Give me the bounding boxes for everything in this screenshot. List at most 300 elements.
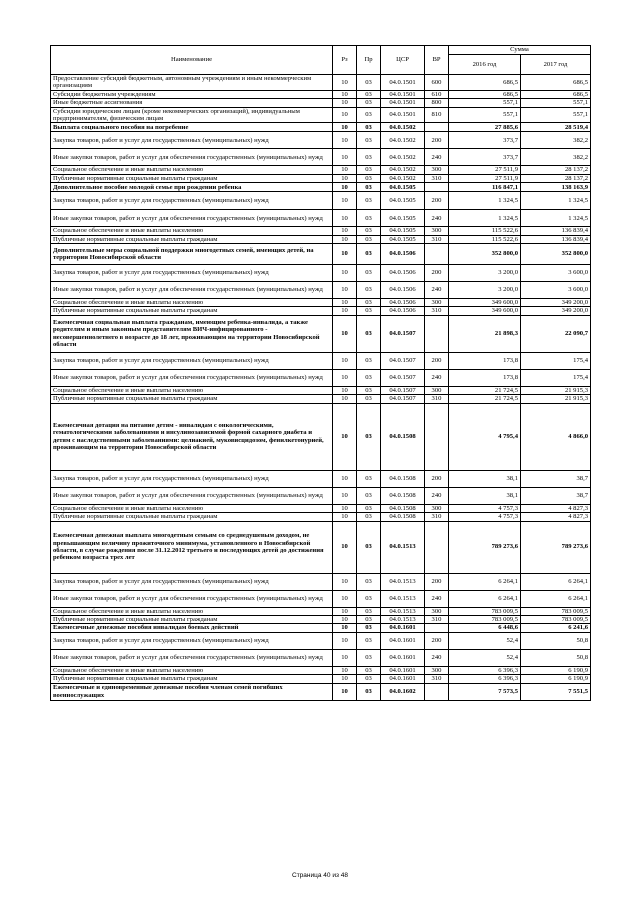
cell-csr: 04.0.1502 — [381, 123, 425, 132]
cell-2016: 7 573,5 — [449, 683, 521, 700]
cell-pr: 03 — [357, 265, 381, 282]
cell-pr: 03 — [357, 235, 381, 243]
cell-rz: 10 — [333, 90, 357, 98]
cell-rz: 10 — [333, 166, 357, 174]
cell-vr: 610 — [425, 90, 449, 98]
cell-rz: 10 — [333, 521, 357, 573]
cell-2017: 175,4 — [521, 369, 591, 386]
cell-pr: 03 — [357, 315, 381, 352]
cell-2017: 21 915,3 — [521, 386, 591, 394]
cell-pr: 03 — [357, 166, 381, 174]
cell-2017: 136 839,4 — [521, 235, 591, 243]
cell-pr: 03 — [357, 386, 381, 394]
cell-pr: 03 — [357, 513, 381, 521]
cell-name: Ежемесячная социальная выплата гражданам, имеющим ребенка-инвалида, а также родителям и иным законным представителям ВИЧ-инфицированного - несовершеннолетнего в возрасте до 18 лет, проживающим на территории Новосибирской области — [51, 315, 333, 352]
cell-rz: 10 — [333, 683, 357, 700]
table-row — [51, 123, 591, 132]
cell-csr: 04.0.1513 — [381, 590, 425, 607]
cell-2016: 173,8 — [449, 352, 521, 369]
cell-2016: 3 200,0 — [449, 282, 521, 299]
cell-rz: 10 — [333, 149, 357, 166]
cell-2017: 3 600,0 — [521, 265, 591, 282]
cell-csr: 04.0.1501 — [381, 107, 425, 123]
cell-2017: 557,1 — [521, 99, 591, 107]
cell-2017: 50,8 — [521, 649, 591, 666]
table-row — [51, 90, 591, 98]
cell-rz: 10 — [333, 590, 357, 607]
cell-vr: 800 — [425, 99, 449, 107]
cell-rz: 10 — [333, 282, 357, 299]
cell-vr: 300 — [425, 299, 449, 307]
cell-rz: 10 — [333, 299, 357, 307]
cell-vr: 200 — [425, 470, 449, 487]
cell-pr: 03 — [357, 210, 381, 227]
cell-csr: 04.0.1506 — [381, 244, 425, 265]
cell-name: Публичные нормативные социальные выплаты гражданам — [51, 675, 333, 683]
cell-2016: 21 898,3 — [449, 315, 521, 352]
cell-2017: 28 137,2 — [521, 174, 591, 182]
cell-pr: 03 — [357, 683, 381, 700]
cell-name: Ежемесячные и единовременные денежные пособия членам семей погибших военнослужащих — [51, 683, 333, 700]
cell-2016: 173,8 — [449, 369, 521, 386]
cell-vr — [425, 123, 449, 132]
cell-2017: 349 200,0 — [521, 307, 591, 315]
cell-name: Социальное обеспечение и иные выплаты населению — [51, 607, 333, 615]
cell-vr: 200 — [425, 132, 449, 149]
cell-2016: 6 264,1 — [449, 590, 521, 607]
cell-pr: 03 — [357, 590, 381, 607]
cell-rz: 10 — [333, 227, 357, 235]
cell-pr: 03 — [357, 521, 381, 573]
cell-2017: 28 519,4 — [521, 123, 591, 132]
cell-2016: 1 324,5 — [449, 210, 521, 227]
cell-rz: 10 — [333, 307, 357, 315]
table-row — [51, 395, 591, 403]
cell-name: Публичные нормативные социальные выплаты гражданам — [51, 307, 333, 315]
cell-2016: 1 324,5 — [449, 192, 521, 210]
table-row — [51, 470, 591, 487]
cell-2017: 557,1 — [521, 107, 591, 123]
table-row — [51, 513, 591, 521]
col-header-name: Наименование — [51, 46, 333, 75]
table-row — [51, 265, 591, 282]
table-row — [51, 487, 591, 504]
cell-vr: 310 — [425, 174, 449, 182]
cell-2016: 373,7 — [449, 149, 521, 166]
cell-pr: 03 — [357, 299, 381, 307]
cell-name: Закупка товаров, работ и услуг для государственных (муниципальных) нужд — [51, 352, 333, 369]
cell-pr: 03 — [357, 624, 381, 632]
table-row — [51, 75, 591, 91]
cell-pr: 03 — [357, 607, 381, 615]
cell-rz: 10 — [333, 183, 357, 192]
cell-pr: 03 — [357, 573, 381, 590]
cell-name: Иные закупки товаров, работ и услуг для обеспечения государственных (муниципальных) нужд — [51, 590, 333, 607]
cell-pr: 03 — [357, 99, 381, 107]
cell-csr: 04.0.1508 — [381, 403, 425, 470]
cell-pr: 03 — [357, 632, 381, 649]
cell-rz: 10 — [333, 315, 357, 352]
cell-pr: 03 — [357, 403, 381, 470]
cell-2016: 557,1 — [449, 107, 521, 123]
cell-2016: 557,1 — [449, 99, 521, 107]
cell-name: Публичные нормативные социальные выплаты гражданам — [51, 615, 333, 623]
cell-vr: 300 — [425, 666, 449, 674]
table-row — [51, 369, 591, 386]
cell-vr — [425, 403, 449, 470]
cell-name: Социальное обеспечение и иные выплаты населению — [51, 666, 333, 674]
table-row — [51, 683, 591, 700]
cell-csr: 04.0.1505 — [381, 183, 425, 192]
cell-name: Публичные нормативные социальные выплаты гражданам — [51, 395, 333, 403]
cell-name: Иные закупки товаров, работ и услуг для обеспечения государственных (муниципальных) нужд — [51, 210, 333, 227]
cell-csr: 04.0.1502 — [381, 149, 425, 166]
cell-csr: 04.0.1506 — [381, 282, 425, 299]
table-row — [51, 666, 591, 674]
cell-2017: 38,7 — [521, 470, 591, 487]
cell-2017: 21 915,3 — [521, 395, 591, 403]
table-row — [51, 624, 591, 632]
cell-vr: 200 — [425, 352, 449, 369]
cell-vr — [425, 683, 449, 700]
cell-pr: 03 — [357, 649, 381, 666]
cell-name: Социальное обеспечение и иные выплаты населению — [51, 386, 333, 394]
cell-name: Ежемесячная денежная выплата многодетным семьям со среднедушевым доходом, не превышающим величину прожиточного минимума, установленного в Новосибирской области, в случае рождения после 31.12.2012 третьего и последующих детей до достижения ребенком возраста трех лет — [51, 521, 333, 573]
cell-csr: 04.0.1501 — [381, 75, 425, 91]
cell-vr: 310 — [425, 513, 449, 521]
table-header — [51, 46, 591, 75]
cell-2016: 6 264,1 — [449, 573, 521, 590]
cell-vr: 300 — [425, 386, 449, 394]
cell-rz: 10 — [333, 504, 357, 512]
cell-2016: 349 600,0 — [449, 307, 521, 315]
table-row — [51, 149, 591, 166]
cell-csr: 04.0.1513 — [381, 573, 425, 590]
cell-csr: 04.0.1505 — [381, 192, 425, 210]
cell-rz: 10 — [333, 192, 357, 210]
table-row — [51, 299, 591, 307]
cell-2016: 686,5 — [449, 90, 521, 98]
cell-pr: 03 — [357, 227, 381, 235]
col-header-2016: 2016 год — [449, 55, 521, 75]
col-header-2017: 2017 год — [521, 55, 591, 75]
cell-2017: 50,8 — [521, 632, 591, 649]
cell-vr: 300 — [425, 227, 449, 235]
cell-csr: 04.0.1506 — [381, 299, 425, 307]
cell-2017: 28 137,2 — [521, 166, 591, 174]
table-row — [51, 244, 591, 265]
col-header-csr: ЦСР — [381, 46, 425, 75]
cell-csr: 04.0.1601 — [381, 649, 425, 666]
cell-name: Закупка товаров, работ и услуг для государственных (муниципальных) нужд — [51, 573, 333, 590]
cell-csr: 04.0.1506 — [381, 265, 425, 282]
cell-rz: 10 — [333, 369, 357, 386]
cell-pr: 03 — [357, 307, 381, 315]
cell-csr: 04.0.1507 — [381, 395, 425, 403]
cell-pr: 03 — [357, 149, 381, 166]
cell-2017: 1 324,5 — [521, 210, 591, 227]
cell-vr: 310 — [425, 235, 449, 243]
cell-2017: 352 800,0 — [521, 244, 591, 265]
cell-pr: 03 — [357, 470, 381, 487]
cell-pr: 03 — [357, 282, 381, 299]
cell-rz: 10 — [333, 235, 357, 243]
cell-2016: 3 200,0 — [449, 265, 521, 282]
table-row — [51, 632, 591, 649]
cell-vr: 300 — [425, 504, 449, 512]
cell-2016: 373,7 — [449, 132, 521, 149]
cell-rz: 10 — [333, 174, 357, 182]
cell-name: Социальное обеспечение и иные выплаты населению — [51, 299, 333, 307]
cell-vr: 240 — [425, 149, 449, 166]
cell-2017: 686,5 — [521, 75, 591, 91]
cell-vr: 240 — [425, 369, 449, 386]
cell-pr: 03 — [357, 487, 381, 504]
cell-csr: 04.0.1507 — [381, 369, 425, 386]
cell-vr: 200 — [425, 573, 449, 590]
cell-vr: 600 — [425, 75, 449, 91]
cell-vr — [425, 183, 449, 192]
cell-csr: 04.0.1505 — [381, 227, 425, 235]
cell-name: Ежемесячные денежные пособия инвалидам боевых действий — [51, 624, 333, 632]
cell-csr: 04.0.1513 — [381, 615, 425, 623]
cell-vr: 310 — [425, 675, 449, 683]
cell-2017: 783 009,5 — [521, 615, 591, 623]
cell-csr: 04.0.1507 — [381, 352, 425, 369]
cell-csr: 04.0.1601 — [381, 632, 425, 649]
col-header-pr: Пр — [357, 46, 381, 75]
cell-csr: 04.0.1502 — [381, 132, 425, 149]
col-header-vr: ВР — [425, 46, 449, 75]
cell-2017: 783 009,5 — [521, 607, 591, 615]
table-row — [51, 315, 591, 352]
cell-rz: 10 — [333, 75, 357, 91]
cell-name: Выплата социального пособия на погребение — [51, 123, 333, 132]
table-row — [51, 282, 591, 299]
cell-name: Закупка товаров, работ и услуг для государственных (муниципальных) нужд — [51, 632, 333, 649]
cell-rz: 10 — [333, 624, 357, 632]
cell-name: Иные закупки товаров, работ и услуг для обеспечения государственных (муниципальных) нужд — [51, 282, 333, 299]
cell-name: Дополнительное пособие молодой семье при рождении ребенка — [51, 183, 333, 192]
table-row — [51, 235, 591, 243]
cell-pr: 03 — [357, 666, 381, 674]
table-row — [51, 386, 591, 394]
cell-name: Иные закупки товаров, работ и услуг для обеспечения государственных (муниципальных) нужд — [51, 649, 333, 666]
cell-rz: 10 — [333, 632, 357, 649]
cell-2017: 4 827,3 — [521, 513, 591, 521]
cell-csr: 04.0.1501 — [381, 99, 425, 107]
col-header-rz: Рз — [333, 46, 357, 75]
cell-name: Публичные нормативные социальные выплаты гражданам — [51, 513, 333, 521]
cell-2017: 4 827,3 — [521, 504, 591, 512]
cell-2016: 38,1 — [449, 487, 521, 504]
cell-name: Предоставление субсидий бюджетным, автономным учреждениям и иным некоммерческим организациям — [51, 75, 333, 91]
budget-table — [50, 45, 591, 701]
table-body — [51, 75, 591, 701]
cell-pr: 03 — [357, 352, 381, 369]
cell-2016: 6 448,6 — [449, 624, 521, 632]
cell-2016: 6 396,3 — [449, 675, 521, 683]
cell-vr: 200 — [425, 265, 449, 282]
cell-2016: 21 724,5 — [449, 386, 521, 394]
cell-pr: 03 — [357, 107, 381, 123]
cell-2017: 789 273,6 — [521, 521, 591, 573]
cell-vr: 310 — [425, 615, 449, 623]
cell-rz: 10 — [333, 649, 357, 666]
table-row — [51, 649, 591, 666]
cell-csr: 04.0.1505 — [381, 235, 425, 243]
cell-2017: 38,7 — [521, 487, 591, 504]
cell-vr — [425, 315, 449, 352]
cell-2016: 789 273,6 — [449, 521, 521, 573]
table-row — [51, 615, 591, 623]
cell-2016: 783 009,5 — [449, 615, 521, 623]
table-row — [51, 352, 591, 369]
cell-2017: 7 551,5 — [521, 683, 591, 700]
cell-pr: 03 — [357, 244, 381, 265]
cell-2016: 352 800,0 — [449, 244, 521, 265]
cell-2016: 115 522,6 — [449, 227, 521, 235]
cell-csr: 04.0.1502 — [381, 166, 425, 174]
table-row — [51, 307, 591, 315]
col-header-sum: Сумма — [449, 46, 591, 55]
cell-rz: 10 — [333, 386, 357, 394]
table-row — [51, 192, 591, 210]
cell-csr: 04.0.1507 — [381, 315, 425, 352]
table-row — [51, 675, 591, 683]
table-row — [51, 132, 591, 149]
table-row — [51, 174, 591, 182]
cell-csr: 04.0.1501 — [381, 90, 425, 98]
cell-2017: 175,4 — [521, 352, 591, 369]
cell-pr: 03 — [357, 369, 381, 386]
cell-rz: 10 — [333, 395, 357, 403]
cell-2017: 4 866,0 — [521, 403, 591, 470]
cell-name: Иные бюджетные ассигнования — [51, 99, 333, 107]
cell-vr: 240 — [425, 210, 449, 227]
page-number: Страница 40 из 48 — [292, 872, 348, 879]
cell-name: Субсидии бюджетным учреждениям — [51, 90, 333, 98]
cell-2017: 138 163,9 — [521, 183, 591, 192]
cell-csr: 04.0.1506 — [381, 307, 425, 315]
cell-2016: 27 885,6 — [449, 123, 521, 132]
cell-vr: 240 — [425, 282, 449, 299]
cell-vr: 300 — [425, 166, 449, 174]
cell-2016: 783 009,5 — [449, 607, 521, 615]
cell-csr: 04.0.1505 — [381, 210, 425, 227]
cell-vr: 240 — [425, 590, 449, 607]
table-row — [51, 504, 591, 512]
cell-2016: 38,1 — [449, 470, 521, 487]
table-row — [51, 107, 591, 123]
cell-name: Социальное обеспечение и иные выплаты населению — [51, 166, 333, 174]
cell-pr: 03 — [357, 395, 381, 403]
cell-csr: 04.0.1508 — [381, 513, 425, 521]
cell-rz: 10 — [333, 615, 357, 623]
cell-2016: 52,4 — [449, 649, 521, 666]
cell-rz: 10 — [333, 265, 357, 282]
cell-name: Социальное обеспечение и иные выплаты населению — [51, 504, 333, 512]
cell-vr: 810 — [425, 107, 449, 123]
cell-2017: 1 324,5 — [521, 192, 591, 210]
cell-rz: 10 — [333, 607, 357, 615]
table-row — [51, 573, 591, 590]
cell-csr: 04.0.1601 — [381, 624, 425, 632]
cell-2017: 686,5 — [521, 90, 591, 98]
cell-2017: 349 200,0 — [521, 299, 591, 307]
cell-2017: 6 190,9 — [521, 675, 591, 683]
cell-pr: 03 — [357, 132, 381, 149]
cell-2016: 686,5 — [449, 75, 521, 91]
cell-name: Дополнительные меры социальной поддержки многодетных семей, имеющих детей, на территории Новосибирской области — [51, 244, 333, 265]
table-row — [51, 590, 591, 607]
cell-pr: 03 — [357, 90, 381, 98]
cell-pr: 03 — [357, 123, 381, 132]
cell-name: Субсидии юридическим лицам (кроме некоммерческих организаций), индивидуальным предпринимателям, физическим лицам — [51, 107, 333, 123]
cell-csr: 04.0.1601 — [381, 666, 425, 674]
cell-vr: 300 — [425, 607, 449, 615]
cell-2016: 115 522,6 — [449, 235, 521, 243]
table-row — [51, 210, 591, 227]
cell-name: Социальное обеспечение и иные выплаты населению — [51, 227, 333, 235]
table-row — [51, 607, 591, 615]
cell-name: Публичные нормативные социальные выплаты гражданам — [51, 235, 333, 243]
cell-2016: 4 795,4 — [449, 403, 521, 470]
cell-vr: 310 — [425, 395, 449, 403]
cell-vr: 200 — [425, 192, 449, 210]
cell-pr: 03 — [357, 183, 381, 192]
cell-csr: 04.0.1602 — [381, 683, 425, 700]
cell-vr: 240 — [425, 649, 449, 666]
cell-2017: 6 264,1 — [521, 590, 591, 607]
cell-pr: 03 — [357, 174, 381, 182]
cell-rz: 10 — [333, 666, 357, 674]
cell-csr: 04.0.1508 — [381, 504, 425, 512]
cell-vr: 310 — [425, 307, 449, 315]
cell-rz: 10 — [333, 573, 357, 590]
cell-pr: 03 — [357, 675, 381, 683]
cell-csr: 04.0.1508 — [381, 470, 425, 487]
cell-csr: 04.0.1507 — [381, 386, 425, 394]
cell-2016: 6 396,3 — [449, 666, 521, 674]
table-row — [51, 183, 591, 192]
cell-csr: 04.0.1513 — [381, 521, 425, 573]
cell-vr: 240 — [425, 487, 449, 504]
cell-rz: 10 — [333, 123, 357, 132]
cell-name: Ежемесячная дотация на питание детям - инвалидам с онкологическими, гематологическими заболеваниями и инсулинозависимой формой сахарного диабета и детям с наследственными заболеваниями: целиакией, муковисцидозом, фенилкетонурией, проживающим на территории Новосибирской области — [51, 403, 333, 470]
cell-csr: 04.0.1502 — [381, 174, 425, 182]
cell-rz: 10 — [333, 244, 357, 265]
table-row — [51, 227, 591, 235]
cell-vr — [425, 244, 449, 265]
table-row — [51, 521, 591, 573]
cell-rz: 10 — [333, 99, 357, 107]
cell-csr: 04.0.1513 — [381, 607, 425, 615]
cell-2017: 6 241,6 — [521, 624, 591, 632]
cell-2017: 6 190,9 — [521, 666, 591, 674]
cell-name: Закупка товаров, работ и услуг для государственных (муниципальных) нужд — [51, 132, 333, 149]
cell-name: Закупка товаров, работ и услуг для государственных (муниципальных) нужд — [51, 470, 333, 487]
cell-2017: 6 264,1 — [521, 573, 591, 590]
cell-name: Публичные нормативные социальные выплаты гражданам — [51, 174, 333, 182]
cell-name: Иные закупки товаров, работ и услуг для обеспечения государственных (муниципальных) нужд — [51, 369, 333, 386]
cell-rz: 10 — [333, 403, 357, 470]
cell-rz: 10 — [333, 352, 357, 369]
cell-vr — [425, 521, 449, 573]
cell-name: Закупка товаров, работ и услуг для государственных (муниципальных) нужд — [51, 192, 333, 210]
cell-2016: 21 724,5 — [449, 395, 521, 403]
cell-rz: 10 — [333, 470, 357, 487]
